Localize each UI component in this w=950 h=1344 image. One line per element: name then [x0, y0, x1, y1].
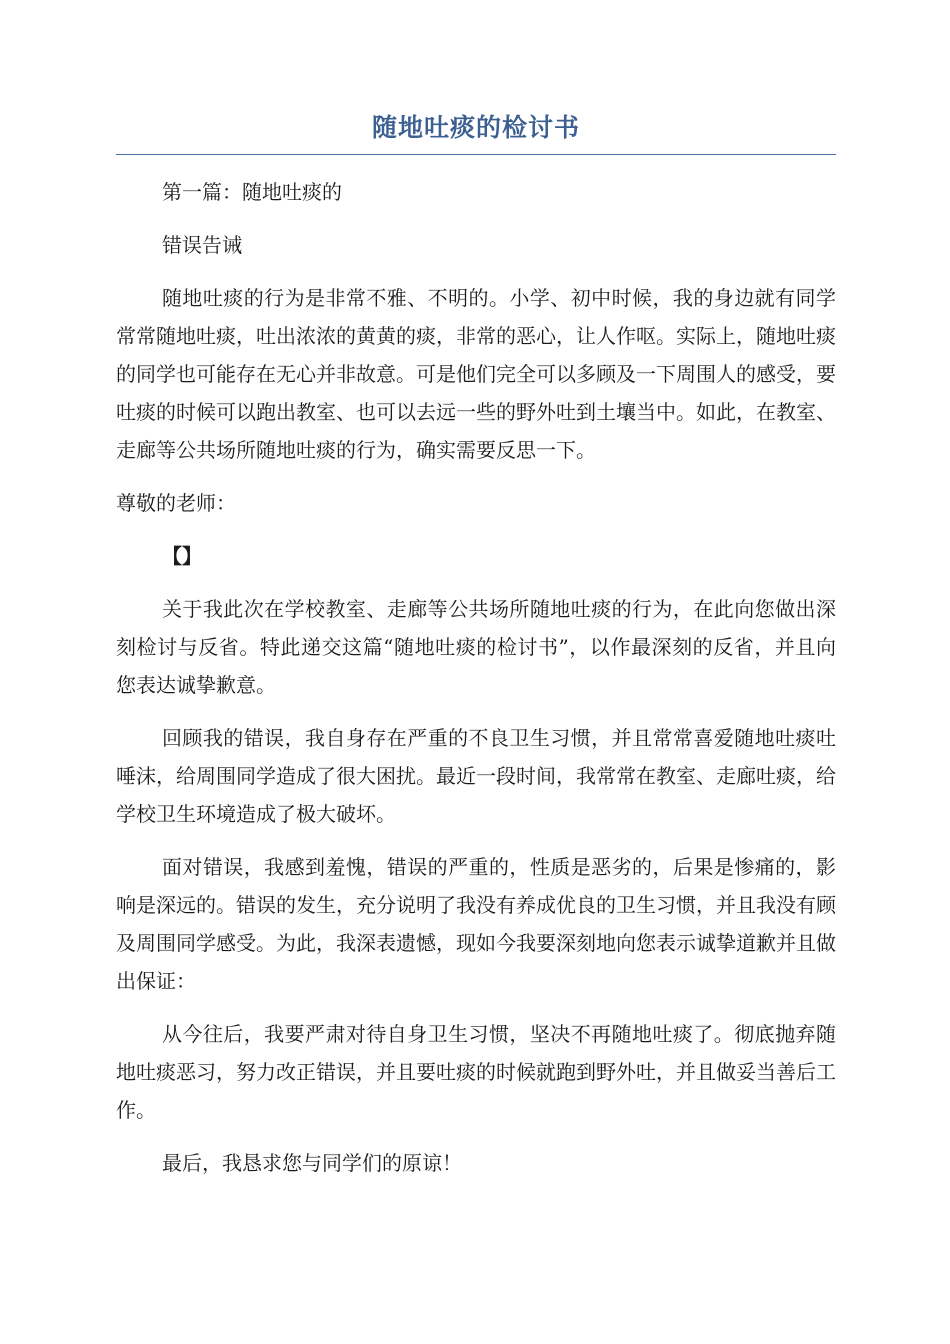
- body-paragraph: 回顾我的错误，我自身存在严重的不良卫生习惯，并且常常喜爱随地吐痰吐唾沫，给周围同学造成了很大困扰。最近一段时间，我常常在教室、走廊吐痰，给学校卫生环境造成了极大破坏。: [116, 726, 836, 826]
- body-paragraph: 面对错误，我感到羞愧，错误的严重的，性质是恶劣的，后果是惨痛的，影响是深远的。错误的发生，充分说明了我没有养成优良的卫生习惯，并且我没有顾及周围同学感受。为此，我深表遗憾，现如今我要深刻地向您表示诚挚道歉并且做出保证：: [116, 855, 836, 993]
- document-page: [116, 108, 836, 1197]
- closing-paragraph: 最后，我恳求您与同学们的原谅！: [162, 1151, 462, 1175]
- section-heading: 第一篇：随地吐痰的: [162, 180, 342, 204]
- body-paragraph: 关于我此次在学校教室、走廊等公共场所随地吐痰的行为，在此向您做出深刻检讨与反省。特此递交这篇“随地吐痰的检讨书”，以作最深刻的反省，并且向您表达诚挚歉意。: [116, 597, 836, 697]
- placeholder-brackets: 【】: [162, 544, 202, 568]
- document-title: 随地吐痰的检讨书: [371, 113, 580, 142]
- section-subheading: 错误告诫: [162, 233, 242, 257]
- body-paragraph: 从今往后，我要严肃对待自身卫生习惯，坚决不再随地吐痰了。彻底抛弃随地吐痰恶习，努力改正错误，并且要吐痰的时候就跑到野外吐，并且做妥当善后工作。: [116, 1022, 836, 1122]
- salutation: 尊敬的老师：: [116, 491, 236, 515]
- title-underline: [116, 154, 836, 155]
- intro-paragraph: 随地吐痰的行为是非常不雅、不明的。小学、初中时候，我的身边就有同学常常随地吐痰，吐出浓浓的黄黄的痰，非常的恶心，让人作呕。实际上，随地吐痰的同学也可能存在无心并非故意。可是他们完全可以多顾及一下周围人的感受，要吐痰的时候可以跑出教室、也可以去远一些的野外吐到土壤当中。如此，在教室、走廊等公共场所随地吐痰的行为，确实需要反思一下。: [116, 286, 836, 462]
